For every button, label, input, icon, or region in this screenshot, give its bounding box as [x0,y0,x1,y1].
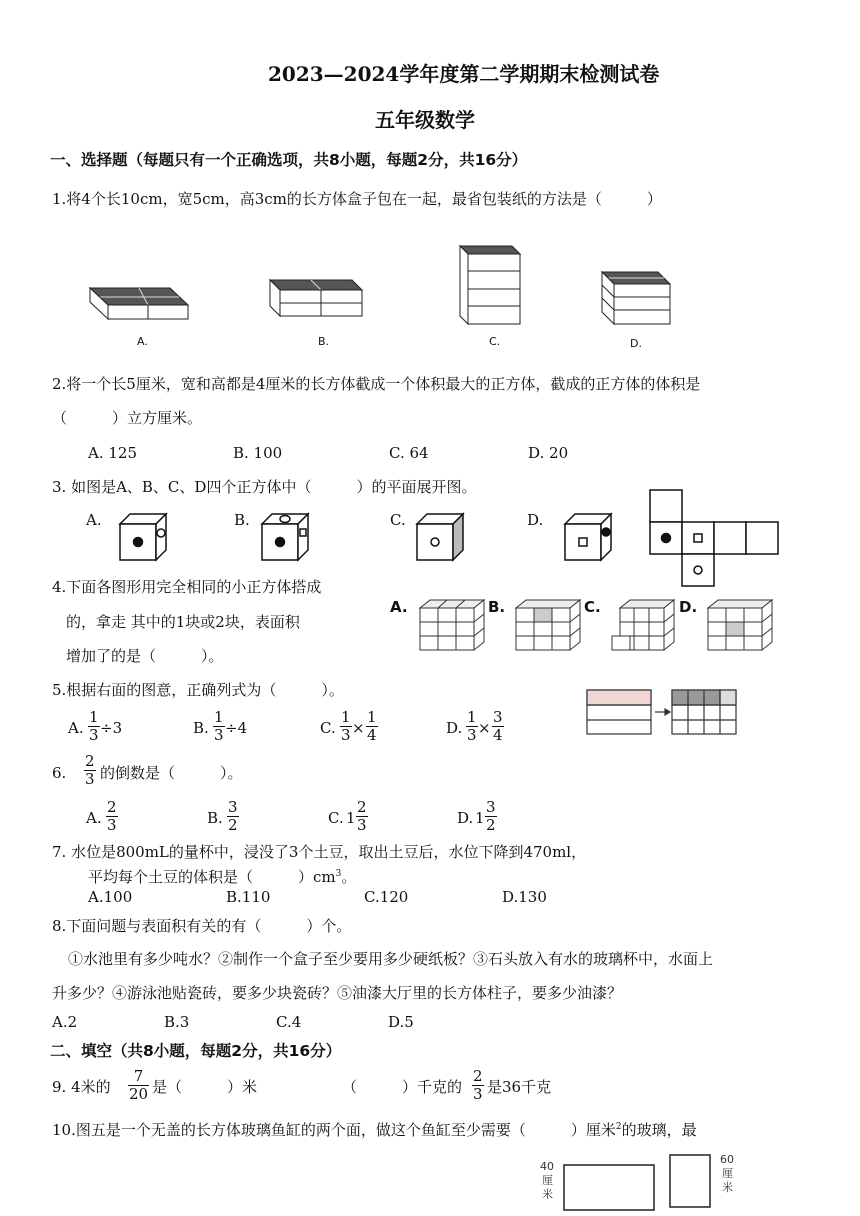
q1-label-c: C. [489,335,501,348]
q9-fraction-1-num: 7 [128,1068,149,1086]
q2-line2: （ ）立方厘米。 [52,409,203,427]
q5-a-den: 3 [89,726,99,744]
q7-option-a: A.100 [88,888,133,906]
q9-fraction-1-den: 20 [129,1085,149,1103]
q1-label-d: D. [630,337,642,350]
q6-d-whole: 1 [475,809,485,827]
q10-front-face [562,1163,658,1213]
q6-text: 的倒数是（ ）。 [100,764,243,782]
q8-option-c: C.4 [276,1013,302,1031]
q3-cube-b [262,514,308,560]
q4-figure-c [612,600,674,650]
q5-c-letter: C. [320,719,336,737]
q5-c-num-1: 1 [341,708,351,726]
q4-line3: 增加了的是（ ）。 [66,647,224,665]
q3-label-d: D. [527,511,544,529]
q4-figure-b [516,600,580,650]
q9-end: 是36千克 [487,1078,552,1096]
q5-b-num: 1 [214,708,224,726]
q9-fraction-2-num: 2 [473,1067,483,1085]
q1-figure-b [270,280,362,316]
q2-option-d: D. 20 [528,444,569,462]
q5-a-op: ÷3 [100,719,123,737]
q10-sup: 2 [615,1122,622,1132]
q1-text: 1.将4个长10cm，宽5cm，高3cm的长方体盒子包在一起，最省包装纸的方法是（ ） [52,190,662,208]
q6-c-letter: C. [328,809,344,827]
q4-block-figures [408,596,788,656]
q4-line2: 的，拿走 其中的1块或2块，表面积 [66,613,300,631]
q8-option-b: B.3 [164,1013,190,1031]
q7-line2-end: 。 [341,868,357,886]
q10-label-40-num: 40 [540,1160,554,1173]
q5-d-den-2: 4 [493,726,503,744]
q10-side-face [668,1153,714,1211]
q10-label-40-unit-2: 米 [542,1188,553,1201]
q6-c-whole: 1 [346,809,356,827]
q4-figure-a [420,600,484,650]
q9-pre: 9. 4米的 [52,1078,111,1096]
q2-option-a: A. 125 [88,444,137,462]
q9-fraction-1 [128,1068,149,1103]
q3-text: 3. 如图是A、B、C、D四个正方体中（ ）的平面展开图。 [52,478,477,496]
q5-d-letter: D. [446,719,463,737]
exam-subtitle: 五年级数学 [375,108,475,132]
q3-cubes [110,506,630,566]
q10-label-40 [540,1160,554,1202]
q7-line2 [88,864,356,887]
q1-label-a: A. [137,335,148,348]
q3-net-diagram [648,488,784,590]
q5-d-num-2: 3 [493,708,503,726]
q6-a-fraction [106,799,118,834]
q1-label-b: B. [318,335,330,348]
q10-end: 的玻璃，最 [621,1121,697,1139]
q6-c-num: 2 [357,798,367,816]
q6-a-num: 2 [107,798,117,816]
q6-c-fraction [356,799,368,834]
q5-b-letter: B. [193,719,209,737]
q2-option-c: C. 64 [389,444,429,462]
q10-label-40-unit-1: 厘 [542,1174,553,1187]
q7-option-c: C.120 [364,888,409,906]
q10-line [52,1117,697,1140]
q3-label-c: C. [390,511,406,529]
q1-figure-c [460,246,520,324]
q9-fraction-2-den: 3 [473,1085,483,1103]
q5-c-fraction-2 [366,709,378,744]
q5-c-op: × [352,719,365,737]
section-1-heading: 一、选择题（每题只有一个正确选项，共8小题，每题2分，共16分） [50,151,528,169]
q5-fraction-diagram [585,688,740,738]
q7-line2-text: 平均每个土豆的体积是（ ）cm [88,868,336,886]
q6-d-den: 2 [486,816,496,834]
q6-d-fraction [485,799,497,834]
q1-box-figures [80,240,700,350]
q1-figure-d [602,272,670,324]
q6-fraction-num: 2 [85,752,95,770]
q8-option-a: A.2 [52,1013,78,1031]
q1-figure-a [90,288,188,319]
q6-b-fraction [227,799,239,834]
q2-option-b: B. 100 [233,444,283,462]
q5-a-num: 1 [89,708,99,726]
q9-mid: 是（ ）米 [152,1078,258,1096]
q6-fraction [84,753,96,788]
q8-line2: 升多少？④游泳池贴瓷砖，要多少块瓷砖？⑤油漆大厅里的长方体柱子，要多少油漆？ [52,984,623,1002]
q2-line1: 2.将一个长5厘米，宽和高都是4厘米的长方体截成一个体积最大的正方体，截成的正方体的体积是 [52,375,701,393]
q10-label-60 [720,1153,734,1195]
q10-label-60-unit-1: 厘 [722,1167,733,1180]
exam-title: 2023—2024学年度第二学期期末检测试卷 [268,62,660,86]
section-2-heading: 二、填空（共8小题，每题2分，共16分） [50,1042,342,1060]
q3-cube-a [120,514,166,560]
q5-a-fraction [88,709,100,744]
q9-fraction-2 [472,1068,484,1103]
q5-d-fraction-2 [492,709,504,744]
q7-sup: 3 [335,869,342,879]
q5-d-op: × [478,719,491,737]
q8-line1: ①水池里有多少吨水？②制作一个盒子至少要用多少硬纸板？③石头放入有水的玻璃杯中，水面上 [68,950,714,968]
q8-option-d: D.5 [388,1013,414,1031]
q5-c-den-1: 3 [341,726,351,744]
q4-label-b: B. [488,598,506,616]
q3-label-a: A. [86,511,102,529]
q3-label-b: B. [234,511,250,529]
q6-num: 6. [52,764,67,782]
q8-text: 8.下面问题与表面积有关的有（ ）个。 [52,917,352,935]
q3-cube-c [417,514,463,560]
q3-cube-d [565,514,611,560]
q7-option-d: D.130 [502,888,547,906]
q6-c-den: 3 [357,816,367,834]
q5-d-num-1: 1 [467,708,477,726]
q5-text: 5.根据右面的图意，正确列式为（ ）。 [52,681,344,699]
q10-label-60-unit-2: 米 [722,1181,733,1194]
q6-d-letter: D. [457,809,474,827]
q4-figure-d [708,600,772,650]
q5-c-fraction-1 [340,709,352,744]
q4-label-d: D. [679,598,698,616]
q10-text: 10.图五是一个无盖的长方体玻璃鱼缸的两个面，做这个鱼缸至少需要（ ）厘米 [52,1121,616,1139]
q6-a-den: 3 [107,816,117,834]
q5-a-letter: A. [68,719,84,737]
q7-line1: 7. 水位是800mL的量杯中，浸没了3个土豆，取出土豆后，水位下降到470ml， [52,843,587,861]
q6-b-letter: B. [207,809,223,827]
q5-b-den: 3 [214,726,224,744]
q6-a-letter: A. [86,809,102,827]
q5-c-den-2: 4 [367,726,377,744]
q9-part2: （ ）千克的 [342,1078,463,1096]
q5-d-den-1: 3 [467,726,477,744]
q5-c-num-2: 1 [367,708,377,726]
q7-option-b: B.110 [226,888,271,906]
q6-d-num: 3 [486,798,496,816]
q5-b-fraction [213,709,225,744]
q6-fraction-den: 3 [85,770,95,788]
q6-b-den: 2 [228,816,238,834]
q6-b-num: 3 [228,798,238,816]
q5-b-op: ÷4 [225,719,248,737]
q4-label-a: A. [390,598,408,616]
q10-label-60-num: 60 [720,1153,734,1166]
q4-line1: 4.下面各图形用完全相同的小正方体搭成 [52,578,322,596]
q5-d-fraction-1 [466,709,478,744]
q4-label-c: C. [584,598,601,616]
